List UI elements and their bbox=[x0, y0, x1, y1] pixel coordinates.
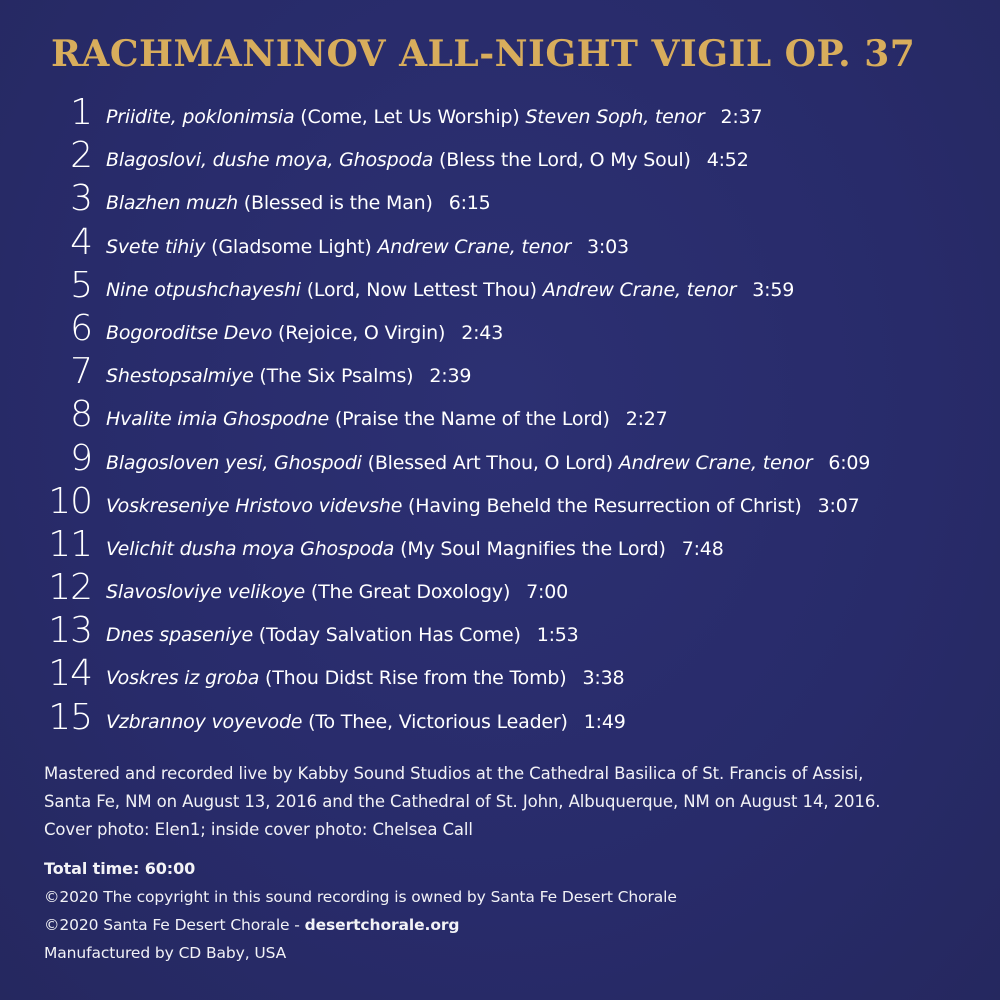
track-title: Dnes spaseniye bbox=[106, 624, 253, 647]
track-duration: 2:39 bbox=[429, 365, 472, 388]
track-line bbox=[106, 451, 870, 475]
track-soloist: Steven Soph, tenor bbox=[525, 106, 705, 128]
manufacturer-note: Manufactured by CD Baby, USA bbox=[44, 944, 287, 962]
track-title: Bogoroditse Devo bbox=[106, 321, 273, 344]
track-translation: (To Thee, Victorious Leader) bbox=[308, 710, 568, 733]
track-duration: 1:53 bbox=[536, 624, 579, 647]
track-number: 2 bbox=[70, 135, 92, 177]
track-duration: 3:59 bbox=[752, 278, 795, 301]
track-translation: (My Soul Magnifies the Lord) bbox=[400, 537, 666, 560]
track-row bbox=[0, 481, 1000, 524]
track-row bbox=[0, 697, 1000, 740]
track-line bbox=[106, 494, 860, 518]
track-translation: (Blessed is the Man) bbox=[243, 192, 433, 215]
total-time: Total time: 60:00 bbox=[44, 859, 196, 878]
track-title: Svete tihiy bbox=[106, 235, 206, 258]
track-translation: (Rejoice, O Virgin) bbox=[278, 321, 446, 344]
track-translation: (Having Beheld the Resurrection of Christ) bbox=[408, 494, 802, 517]
track-translation: (Gladsome Light) bbox=[211, 235, 372, 258]
track-number: 3 bbox=[70, 178, 92, 220]
track-number: 5 bbox=[70, 264, 92, 306]
track-line bbox=[106, 364, 471, 388]
track-duration: 3:07 bbox=[817, 494, 860, 517]
track-title: Shestopsalmiye bbox=[106, 365, 254, 388]
track-row bbox=[0, 351, 1000, 394]
track-number: 7 bbox=[70, 351, 92, 393]
track-row bbox=[0, 567, 1000, 610]
track-duration: 7:48 bbox=[681, 537, 724, 560]
track-row bbox=[0, 438, 1000, 481]
track-number: 15 bbox=[48, 696, 92, 738]
track-duration: 2:37 bbox=[720, 106, 763, 128]
track-line bbox=[106, 235, 629, 259]
footer-notes bbox=[44, 855, 677, 967]
copyright-line bbox=[44, 911, 677, 939]
track-number: 11 bbox=[48, 523, 92, 565]
track-title: Hvalite imia Ghospodne bbox=[106, 408, 330, 431]
credits-line: Mastered and recorded live by Kabby Sound Studios at the Cathedral Basilica of St. Francis of Assisi, bbox=[44, 764, 864, 783]
track-number: 4 bbox=[70, 221, 92, 263]
track-title: Velichit dusha moya Ghospoda bbox=[106, 537, 395, 560]
track-list bbox=[0, 92, 1000, 740]
track-number: 12 bbox=[48, 567, 92, 609]
track-line bbox=[106, 278, 794, 302]
track-title: Nine otpushchayeshi bbox=[106, 278, 301, 301]
track-row bbox=[0, 610, 1000, 653]
track-duration: 2:27 bbox=[625, 408, 668, 431]
track-duration: 6:09 bbox=[828, 451, 871, 474]
track-number: 10 bbox=[48, 480, 92, 522]
track-translation: (Blessed Art Thou, O Lord) bbox=[367, 451, 613, 474]
track-translation: (Come, Let Us Worship) bbox=[300, 106, 520, 128]
track-translation: (Lord, Now Lettest Thou) bbox=[306, 278, 537, 301]
recording-credits bbox=[44, 760, 880, 844]
track-title: Blagosloven yesi, Ghospodi bbox=[106, 451, 362, 474]
track-title: Vzbrannoy voyevode bbox=[106, 710, 303, 733]
track-line bbox=[106, 407, 668, 431]
track-line bbox=[106, 148, 749, 172]
track-title: Voskreseniye Hristovo videvshe bbox=[106, 494, 403, 517]
track-title: Slavosloviye velikoye bbox=[106, 581, 306, 604]
track-row bbox=[0, 653, 1000, 696]
track-duration: 3:38 bbox=[582, 667, 625, 690]
track-translation: (Bless the Lord, O My Soul) bbox=[439, 149, 691, 172]
album-title: RACHMANINOV ALL-NIGHT VIGIL OP. 37 bbox=[51, 33, 916, 75]
website-link[interactable]: desertchorale.org bbox=[304, 916, 460, 934]
track-title: Voskres iz groba bbox=[106, 667, 260, 690]
track-line bbox=[106, 710, 626, 734]
track-row bbox=[0, 394, 1000, 437]
copyright-recording: ©2020 The copyright in this sound recording is owned by Santa Fe Desert Chorale bbox=[44, 888, 677, 906]
track-title: Priidite, poklonimsia bbox=[106, 106, 295, 128]
track-soloist: Andrew Crane, tenor bbox=[618, 451, 813, 474]
track-number: 1 bbox=[70, 92, 92, 133]
track-line bbox=[106, 623, 579, 647]
track-soloist: Andrew Crane, tenor bbox=[542, 278, 737, 301]
track-row bbox=[0, 308, 1000, 351]
photo-credits: Cover photo: Elen1; inside cover photo: Chelsea Call bbox=[44, 820, 473, 839]
track-row bbox=[0, 524, 1000, 567]
track-title: Blazhen muzh bbox=[106, 192, 238, 215]
track-line bbox=[106, 666, 624, 690]
track-duration: 7:00 bbox=[526, 581, 569, 604]
copyright-prefix: ©2020 Santa Fe Desert Chorale - bbox=[44, 916, 305, 934]
track-duration: 2:43 bbox=[461, 321, 504, 344]
track-line bbox=[106, 321, 503, 345]
track-translation: (Today Salvation Has Come) bbox=[258, 624, 521, 647]
track-number: 9 bbox=[70, 437, 92, 479]
track-row bbox=[0, 178, 1000, 221]
track-number: 6 bbox=[70, 307, 92, 349]
track-translation: (The Great Doxology) bbox=[310, 581, 511, 604]
track-soloist: Andrew Crane, tenor bbox=[377, 235, 572, 258]
track-translation: (Praise the Name of the Lord) bbox=[334, 408, 610, 431]
track-row bbox=[0, 222, 1000, 265]
track-number: 13 bbox=[48, 610, 92, 652]
credits-line: Santa Fe, NM on August 13, 2016 and the Cathedral of St. John, Albuquerque, NM on August 14, 2016. bbox=[44, 792, 881, 811]
track-duration: 3:03 bbox=[587, 235, 629, 258]
track-line bbox=[106, 537, 724, 561]
track-line bbox=[106, 580, 568, 604]
track-number: 14 bbox=[48, 653, 92, 695]
track-row bbox=[0, 135, 1000, 178]
track-row bbox=[0, 265, 1000, 308]
track-duration: 4:52 bbox=[706, 149, 749, 172]
track-line bbox=[106, 105, 762, 129]
track-number: 8 bbox=[70, 394, 92, 436]
track-duration: 6:15 bbox=[448, 192, 491, 215]
track-translation: (Thou Didst Rise from the Tomb) bbox=[265, 667, 567, 690]
track-row bbox=[0, 92, 1000, 135]
track-title: Blagoslovi, dushe moya, Ghospoda bbox=[106, 149, 434, 172]
track-translation: (The Six Psalms) bbox=[259, 365, 414, 388]
track-duration: 1:49 bbox=[583, 710, 626, 733]
track-line bbox=[106, 191, 491, 215]
